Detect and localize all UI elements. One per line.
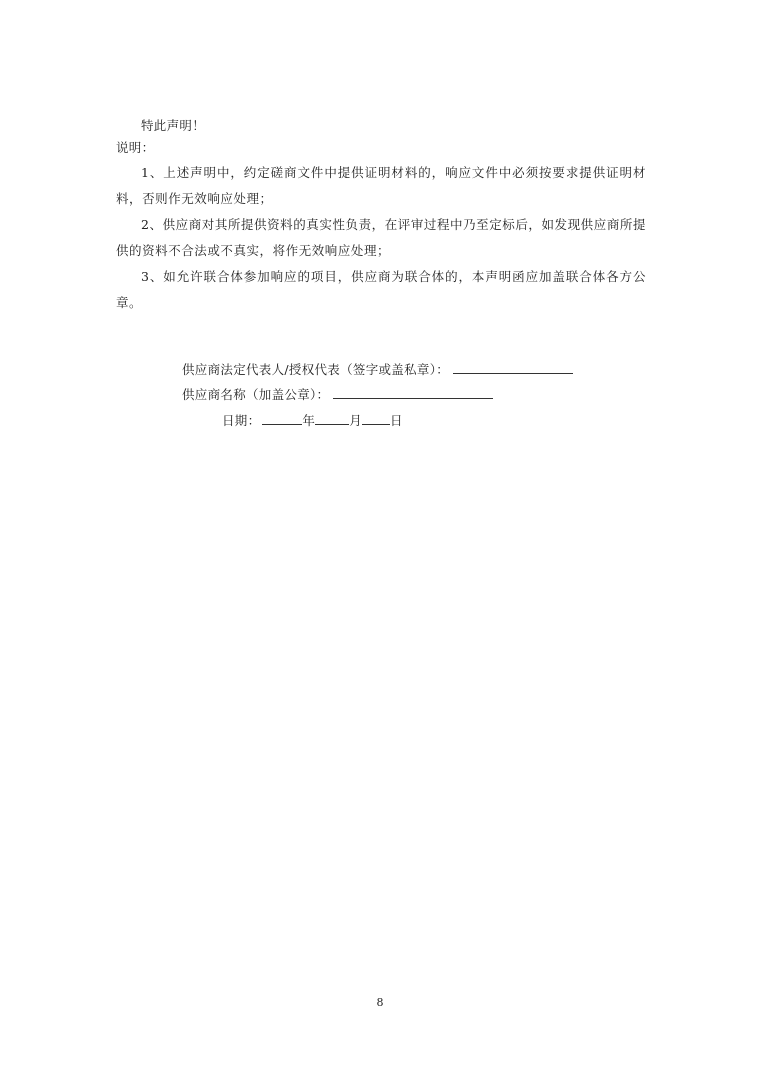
note-item-1: 1、上述声明中，约定磋商文件中提供证明材料的，响应文件中必须按要求提供证明材料，否则作无效响应处理； xyxy=(116,165,646,206)
declaration-closing: 特此声明！ xyxy=(141,118,206,133)
date-label: 日期： xyxy=(222,413,261,428)
month-label: 月 xyxy=(349,413,363,428)
representative-signature-blank[interactable] xyxy=(453,361,573,374)
company-name-blank[interactable] xyxy=(333,386,493,399)
note-item-2: 2、供应商对其所提供资料的真实性负责，在评审过程中乃至定标后，如发现供应商所提供的资料不合法或不真实，将作无效响应处理； xyxy=(116,217,646,258)
company-label: 供应商名称（加盖公章）： xyxy=(182,387,330,402)
day-blank[interactable] xyxy=(362,412,390,425)
month-blank[interactable] xyxy=(315,412,349,425)
representative-signature-line xyxy=(182,361,573,378)
day-label: 日 xyxy=(390,413,403,428)
date-line xyxy=(222,412,403,429)
representative-label: 供应商法定代表人/授权代表（签字或盖私章）： xyxy=(182,362,450,377)
note-item-3: 3、如允许联合体参加响应的项目，供应商为联合体的，本声明函应加盖联合体各方公章。 xyxy=(116,269,646,310)
year-label: 年 xyxy=(302,413,316,428)
company-name-line xyxy=(182,386,493,403)
year-blank[interactable] xyxy=(262,412,302,425)
notes-heading: 说明： xyxy=(116,140,155,155)
page-number: 8 xyxy=(376,996,384,1009)
